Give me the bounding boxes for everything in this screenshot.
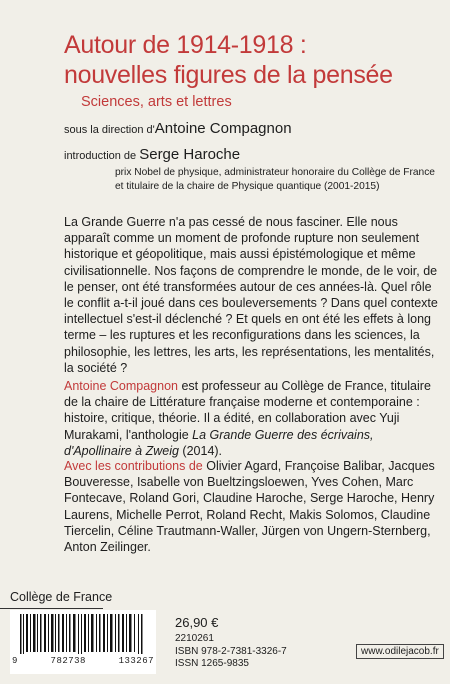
- collection-underline: [0, 608, 103, 609]
- isbn: ISBN 978-2-7381-3326-7: [175, 645, 287, 657]
- collection-name: Collège de France: [10, 590, 113, 604]
- introduction-author: Serge Haroche: [139, 146, 241, 163]
- contributors-names: Olivier Agard, Françoise Balibar, Jacques Bouveresse, Isabelle von Bueltzingsloewen, Yves Cohen, Marc Fontecave, Roland Gori, Claudine Haroche, Serge Haroche, Henry Laurens, Michelle Perrot, Roland Recht, Makis Solomos, Claudine Tiercelin, Céline Trautmann-Waller, Jürgen von Ungern-Sternberg, Anton Zeilinger.: [64, 459, 435, 555]
- barcode: [10, 610, 156, 674]
- publisher-website: www.odilejacob.fr: [356, 644, 444, 659]
- credit-line-1: prix Nobel de physique, administrateur honoraire du Collège de France: [115, 167, 435, 178]
- barcode-digits: [12, 656, 154, 666]
- summary-paragraph: La Grande Guerre n'a pas cessé de nous fasciner. Elle nous apparaît comme un moment de profonde rupture non seulement historique et géopolitique, mais aussi épistémologique et même civilisationnelle. Nos façons de comprendre le monde, de le voir, de le penser, ont été transformées autour de ces années-là. Quel rôle le conflit a-t-il joué dans ces bouleversements ? Dans quel contexte intellectuel s'est-il déclenché ? Et quels en ont été les effets à long terme – les ruptures et les reconfigurations dans les sciences, la philosophie, les lettres, les arts, les représentations, les mentalités, la société ?: [64, 215, 438, 375]
- introduction-prefix: introduction de: [64, 150, 140, 162]
- credit-line-2: et titulaire de la chaire de Physique quantique (2001-2015): [115, 180, 380, 192]
- barcode-bars: [16, 614, 150, 654]
- contributors-paragraph: [64, 458, 440, 555]
- price: 26,90 €: [175, 615, 219, 630]
- contributors-label: Avec les contributions de: [64, 459, 203, 473]
- editor-name: Antoine Compagnon: [154, 120, 292, 137]
- bio-text-end: (2014).: [178, 443, 223, 458]
- author-bio-paragraph: [64, 378, 440, 459]
- product-code: 2210261: [175, 633, 214, 644]
- editor-prefix: sous la direction d': [64, 124, 155, 136]
- introduction-line: [64, 146, 240, 163]
- book-subtitle: Sciences, arts et lettres: [81, 94, 232, 110]
- editor-line: [64, 120, 292, 137]
- barcode-digit-group: 782738: [50, 656, 86, 666]
- barcode-digit-group: 9: [12, 656, 18, 666]
- book-title: [64, 30, 444, 90]
- product-codes: [175, 633, 287, 671]
- bio-text: est professeur au Collège de France, titulaire de la chaire de Littérature française moderne et contemporaine : histoire, critique, théorie. Il a édité, en collaboration avec Yuji Murakami, l'anthologie: [64, 379, 431, 442]
- issn: ISSN 1265-9835: [175, 658, 249, 669]
- bio-author-name: Antoine Compagnon: [64, 379, 178, 393]
- title-line-1: Autour de 1914-1918 :: [64, 31, 307, 59]
- title-line-2: nouvelles figures de la pensée: [64, 61, 393, 89]
- bio-book-title: La Grande Guerre des écrivains, d'Apollinaire à Zweig: [64, 427, 374, 458]
- introduction-credit: [115, 166, 435, 193]
- barcode-digit-group: 133267: [118, 656, 154, 666]
